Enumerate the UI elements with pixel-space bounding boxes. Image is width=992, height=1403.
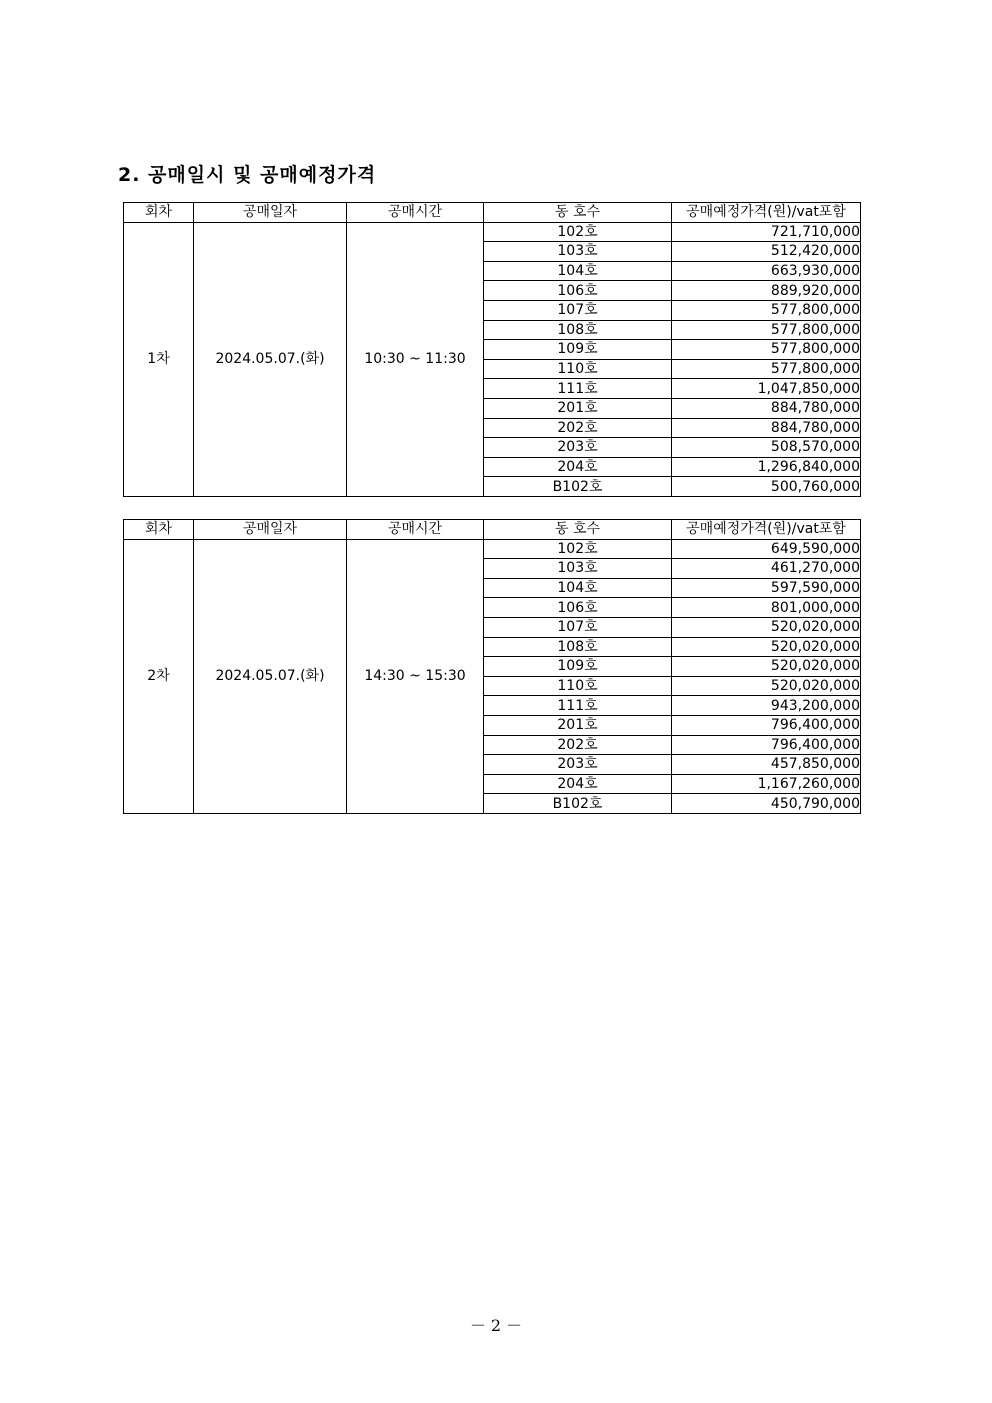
round-cell: 1차: [124, 222, 194, 496]
price-cell: 889,920,000: [672, 281, 861, 301]
price-cell: 649,590,000: [672, 539, 861, 559]
unit-number-cell: 202호: [484, 418, 672, 438]
unit-number-cell: B102호: [484, 794, 672, 814]
unit-number-cell: 103호: [484, 242, 672, 262]
unit-number-cell: 102호: [484, 222, 672, 242]
unit-number-cell: B102호: [484, 477, 672, 497]
unit-number-cell: 203호: [484, 438, 672, 458]
unit-number-cell: 202호: [484, 735, 672, 755]
round-cell: 2차: [124, 539, 194, 813]
price-cell: 577,800,000: [672, 340, 861, 360]
header-date: 공매일자: [194, 203, 347, 223]
unit-number-cell: 104호: [484, 261, 672, 281]
unit-number-cell: 108호: [484, 320, 672, 340]
price-cell: 457,850,000: [672, 755, 861, 775]
price-cell: 796,400,000: [672, 735, 861, 755]
auction-date-cell: 2024.05.07.(화): [194, 222, 347, 496]
header-date: 공매일자: [194, 520, 347, 540]
price-cell: 450,790,000: [672, 794, 861, 814]
price-cell: 1,047,850,000: [672, 379, 861, 399]
unit-number-cell: 110호: [484, 359, 672, 379]
section-title: 2. 공매일시 및 공매예정가격: [118, 164, 377, 186]
price-cell: 520,020,000: [672, 657, 861, 677]
price-cell: 520,020,000: [672, 637, 861, 657]
unit-number-cell: 111호: [484, 379, 672, 399]
header-round: 회차: [124, 203, 194, 223]
price-cell: 801,000,000: [672, 598, 861, 618]
unit-number-cell: 108호: [484, 637, 672, 657]
unit-number-cell: 102호: [484, 539, 672, 559]
header-price: 공매예정가격(원)/vat포함: [672, 203, 861, 223]
price-cell: 520,020,000: [672, 676, 861, 696]
price-cell: 884,780,000: [672, 398, 861, 418]
price-cell: 721,710,000: [672, 222, 861, 242]
price-cell: 597,590,000: [672, 578, 861, 598]
price-cell: 520,020,000: [672, 617, 861, 637]
price-cell: 508,570,000: [672, 438, 861, 458]
table-header-row: [124, 520, 861, 540]
auction-time-cell: 10:30 ~ 11:30: [347, 222, 484, 496]
auction-date-cell: 2024.05.07.(화): [194, 539, 347, 813]
unit-number-cell: 201호: [484, 715, 672, 735]
header-round: 회차: [124, 520, 194, 540]
unit-number-cell: 103호: [484, 559, 672, 579]
table-row: [124, 222, 861, 242]
header-unit: 동 호수: [484, 520, 672, 540]
price-cell: 577,800,000: [672, 320, 861, 340]
auction-schedule-table-round-2: [123, 519, 861, 814]
price-cell: 461,270,000: [672, 559, 861, 579]
price-cell: 663,930,000: [672, 261, 861, 281]
unit-number-cell: 107호: [484, 300, 672, 320]
unit-number-cell: 111호: [484, 696, 672, 716]
price-cell: 577,800,000: [672, 300, 861, 320]
unit-number-cell: 201호: [484, 398, 672, 418]
price-cell: 500,760,000: [672, 477, 861, 497]
header-unit: 동 호수: [484, 203, 672, 223]
unit-number-cell: 204호: [484, 457, 672, 477]
unit-number-cell: 110호: [484, 676, 672, 696]
header-time: 공매시간: [347, 203, 484, 223]
price-cell: 577,800,000: [672, 359, 861, 379]
price-cell: 796,400,000: [672, 715, 861, 735]
page-number: － 2 －: [469, 1316, 523, 1335]
price-cell: 1,167,260,000: [672, 774, 861, 794]
price-cell: 512,420,000: [672, 242, 861, 262]
header-time: 공매시간: [347, 520, 484, 540]
table-row: [124, 539, 861, 559]
price-cell: 1,296,840,000: [672, 457, 861, 477]
unit-number-cell: 106호: [484, 281, 672, 301]
header-price: 공매예정가격(원)/vat포함: [672, 520, 861, 540]
unit-number-cell: 106호: [484, 598, 672, 618]
table-header-row: [124, 203, 861, 223]
unit-number-cell: 203호: [484, 755, 672, 775]
unit-number-cell: 109호: [484, 340, 672, 360]
unit-number-cell: 204호: [484, 774, 672, 794]
price-cell: 884,780,000: [672, 418, 861, 438]
unit-number-cell: 109호: [484, 657, 672, 677]
price-cell: 943,200,000: [672, 696, 861, 716]
unit-number-cell: 107호: [484, 617, 672, 637]
auction-schedule-table-round-1: [123, 202, 861, 497]
auction-time-cell: 14:30 ~ 15:30: [347, 539, 484, 813]
unit-number-cell: 104호: [484, 578, 672, 598]
